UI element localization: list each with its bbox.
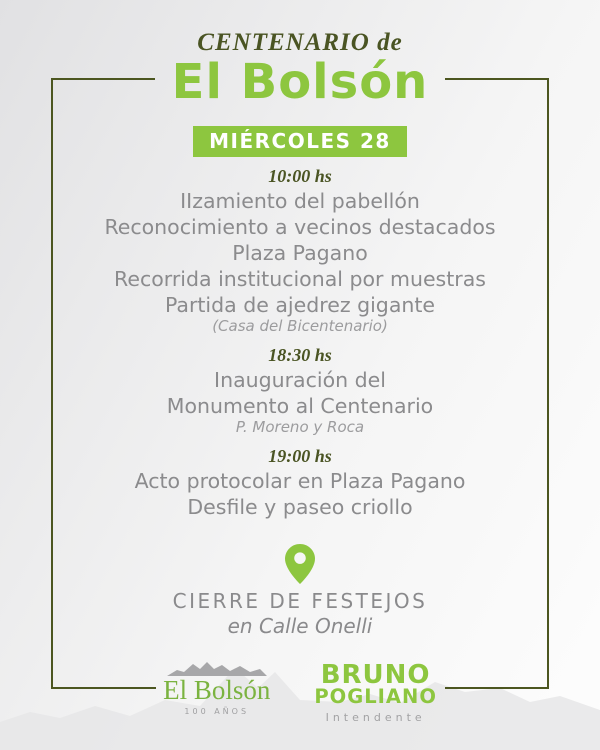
schedule-section-evening-1 (0, 343, 600, 436)
schedule-item-line: Partida de ajedrez gigante (164, 293, 436, 317)
schedule-item-line: Recorrida institucional por muestras (114, 267, 486, 291)
schedule-items (0, 468, 600, 520)
schedule-item-line: Reconocimiento a vecinos destacados (104, 215, 496, 239)
mayor-last-name: POGLIANO (314, 685, 437, 708)
schedule-items (0, 367, 600, 419)
poster-title: El Bolsón (171, 54, 429, 110)
schedule-note: P. Moreno y Roca (235, 418, 365, 436)
closing-subtitle: en Calle Onelli (227, 614, 373, 638)
schedule-item-line: Monumento al Centenario (166, 394, 434, 418)
location-pin-row (0, 544, 600, 584)
mountain-icon (167, 660, 267, 676)
schedule-items (0, 188, 600, 318)
day-badge: MIÉRCOLES 28 (193, 126, 407, 157)
poster-kicker: CENTENARIO de (197, 29, 403, 56)
footer-logos (0, 660, 600, 724)
schedule-time: 10:00 hs (268, 166, 332, 186)
city-logo-tagline: 100 AÑOS (184, 707, 250, 716)
schedule-time: 18:30 hs (268, 345, 332, 365)
schedule-time: 19:00 hs (268, 446, 332, 466)
day-badge-row (0, 126, 600, 156)
schedule-item-line: Acto protocolar en Plaza Pagano (134, 469, 466, 493)
schedule-item-line: IIzamiento del pabellón (180, 189, 420, 213)
schedule-note: (Casa del Bicentenario) (212, 317, 388, 335)
location-pin-icon (285, 544, 315, 584)
closing-title: CIERRE DE FESTEJOS (172, 589, 428, 613)
city-logo-name: El Bolsón (163, 675, 271, 705)
mayor-role: Intendente (325, 711, 426, 724)
mayor-first-name: BRUNO (320, 660, 431, 690)
city-logo (163, 660, 270, 716)
schedule-section-morning (0, 164, 600, 335)
schedule-item-line: Inauguración del (214, 368, 386, 392)
mayor-signature (314, 660, 437, 724)
schedule-item-line: Desfile y paseo criollo (187, 495, 413, 519)
schedule-section-evening-2 (0, 444, 600, 520)
schedule-item-line: Plaza Pagano (232, 241, 368, 265)
